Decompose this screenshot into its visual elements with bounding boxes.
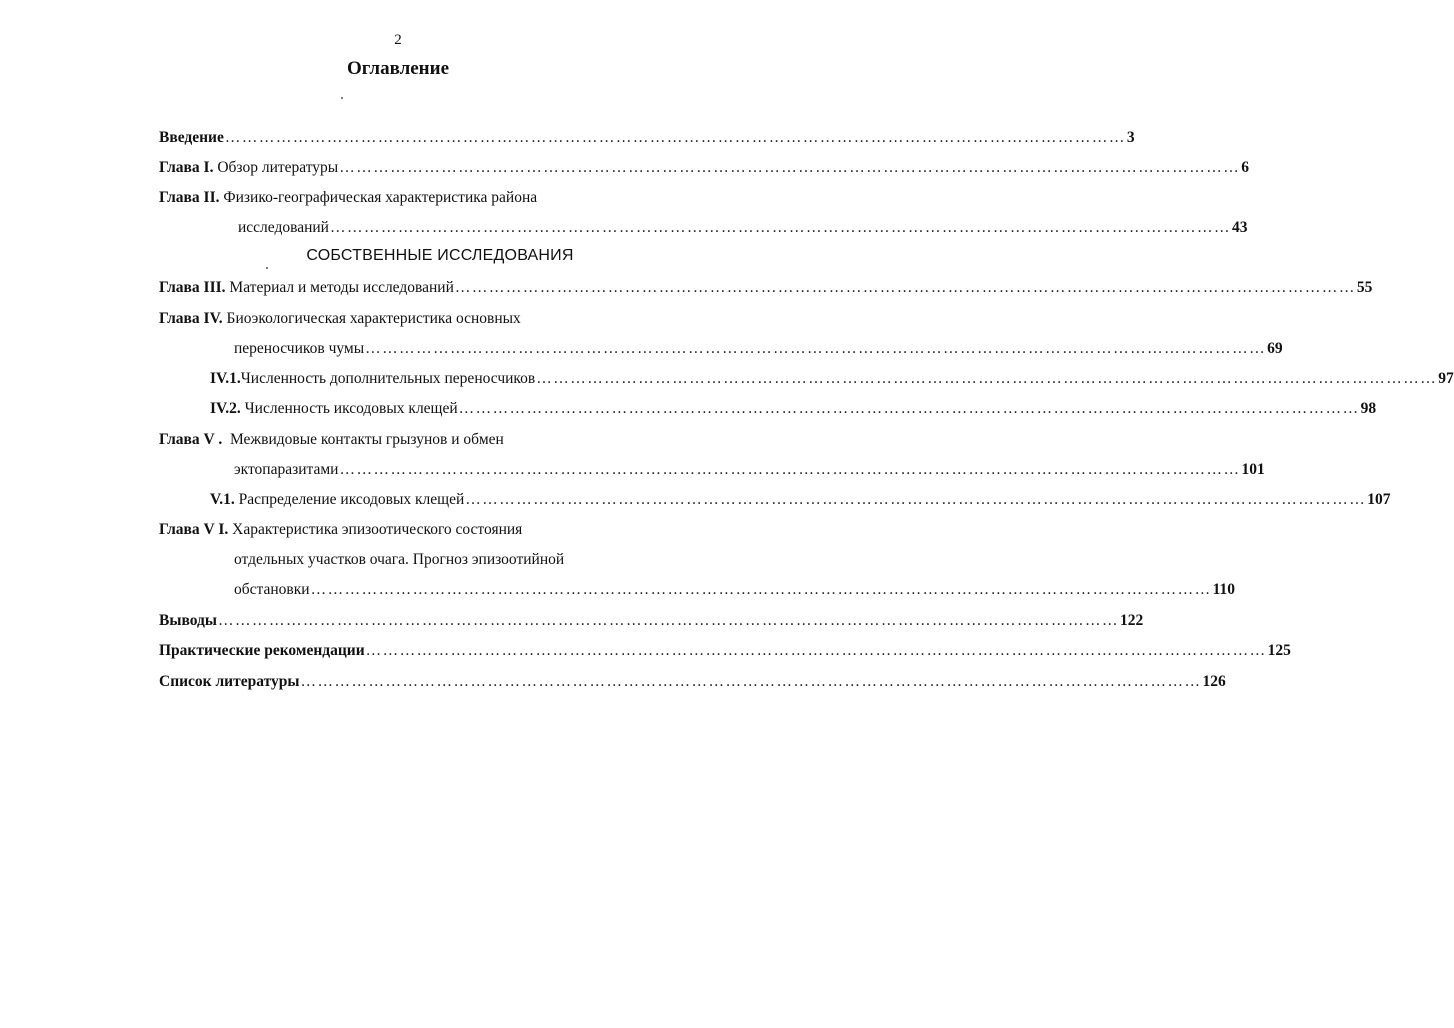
toc-entry-section-4-2[interactable] <box>210 399 1377 419</box>
toc-text <box>210 399 458 419</box>
toc-label: Практические рекомендации <box>159 642 365 659</box>
toc-prefix: Глава III. <box>159 279 226 296</box>
toc-entry-intro[interactable] <box>159 128 1135 148</box>
toc-entry-chapter-2[interactable] <box>238 218 1248 238</box>
toc-title: обстановки <box>234 581 310 598</box>
toc-entry-section-5-1[interactable] <box>210 490 1391 510</box>
toc-entry-chapter-6-line2[interactable] <box>234 550 564 570</box>
toc-prefix: Глава I. <box>159 159 214 176</box>
toc-page: 69 <box>1267 340 1283 357</box>
toc-leader: …………………………………………………………………………………………………………………………………………… <box>454 279 1356 296</box>
toc-leader: …………………………………………………………………………………………………………………………………………… <box>329 219 1231 236</box>
toc-title: Материал и методы исследований <box>229 279 454 296</box>
toc-entry-conclusions[interactable] <box>159 611 1144 631</box>
toc-text <box>159 278 454 298</box>
toc-title: Биоэкологическая характеристика основных <box>226 310 521 327</box>
toc-prefix: Глава V I. <box>159 521 229 538</box>
toc-page: 43 <box>1231 219 1248 236</box>
toc-entry-recommendations[interactable] <box>159 641 1291 661</box>
toc-page: 97 <box>1438 370 1454 387</box>
toc-leader: …………………………………………………………………………………………………………………………………………… <box>300 673 1202 690</box>
toc-prefix: Глава IV. <box>159 310 223 327</box>
toc-leader: …………………………………………………………………………………………………………………………………………… <box>339 461 1241 478</box>
toc-page: 3 <box>1126 129 1135 146</box>
toc-prefix: IV.1. <box>210 370 241 387</box>
page-title: Оглавление <box>346 58 450 79</box>
toc-entry-chapter-2-line1[interactable] <box>159 188 537 208</box>
toc-label: Введение <box>159 129 224 146</box>
toc-entry-chapter-5[interactable] <box>234 460 1265 480</box>
toc-title: Характеристика эпизоотического состояния <box>232 521 523 538</box>
toc-leader: …………………………………………………………………………………………………………………………………………… <box>365 642 1267 659</box>
toc-page: 122 <box>1119 612 1144 629</box>
toc-entry-chapter-1[interactable] <box>159 158 1249 178</box>
toc-title: переносчиков чумы <box>234 340 365 357</box>
toc-entry-chapter-4-line1[interactable] <box>159 309 521 329</box>
toc-label: Список литературы <box>159 673 300 690</box>
toc-leader: …………………………………………………………………………………………………………………………………………… <box>339 159 1241 176</box>
toc-prefix: Глава V . <box>159 431 223 448</box>
toc-page: 101 <box>1241 461 1265 478</box>
toc-title: Распределение иксодовых клещей <box>238 491 465 508</box>
toc-page: 125 <box>1267 642 1291 659</box>
toc-page: 55 <box>1356 279 1373 296</box>
toc-entry-chapter-5-line1[interactable] <box>159 430 504 450</box>
toc-title: эктопаразитами <box>234 461 339 478</box>
toc-page: 107 <box>1367 491 1391 508</box>
toc-title: исследований <box>238 219 329 236</box>
toc-page: 6 <box>1241 159 1249 176</box>
toc-leader: …………………………………………………………………………………………………………………………………………… <box>365 340 1267 357</box>
scan-speck <box>266 267 268 269</box>
toc-title: Обзор литературы <box>217 159 339 176</box>
toc-page: 110 <box>1212 581 1235 598</box>
toc-text <box>210 369 535 389</box>
toc-title: Межвидовые контакты грызунов и обмен <box>229 431 504 448</box>
toc-title: отдельных участков очага. Прогноз эпизоотийной <box>234 551 565 568</box>
toc-leader: …………………………………………………………………………………………………………………………………………… <box>310 581 1212 598</box>
toc-title: Численность иксодовых клещей <box>244 400 458 417</box>
toc-entry-chapter-3[interactable] <box>159 278 1373 298</box>
toc-label: Выводы <box>159 612 217 629</box>
toc-prefix: IV.2. <box>210 400 241 417</box>
toc-prefix: V.1. <box>210 491 235 508</box>
scan-speck <box>341 97 343 99</box>
toc-title: Физико-географическая характеристика района <box>223 189 538 206</box>
toc-entry-chapter-6[interactable] <box>234 580 1235 600</box>
page-number: 2 <box>394 32 402 48</box>
toc-title: Численность дополнительных переносчиков <box>240 370 536 387</box>
toc-page: 98 <box>1360 400 1377 417</box>
toc-prefix: Глава II. <box>159 189 220 206</box>
toc-entry-section-4-1[interactable] <box>210 369 1454 389</box>
toc-leader: …………………………………………………………………………………………………………………………………………… <box>458 400 1360 417</box>
toc-leader: …………………………………………………………………………………………………………………………………………… <box>465 491 1367 508</box>
toc-text <box>210 490 464 510</box>
toc-leader: …………………………………………………………………………………………………………………………………………… <box>217 612 1119 629</box>
toc-entry-chapter-6-line1[interactable] <box>159 520 522 540</box>
toc-leader: …………………………………………………………………………………………………………………………………………… <box>224 129 1126 146</box>
toc-text <box>159 158 338 178</box>
toc-leader: …………………………………………………………………………………………………………………………………………… <box>536 370 1438 387</box>
section-heading: СОБСТВЕННЫЕ ИССЛЕДОВАНИЯ <box>306 247 574 264</box>
toc-entry-chapter-4[interactable] <box>234 339 1283 359</box>
toc-page: 126 <box>1202 673 1226 690</box>
toc-entry-references[interactable] <box>159 672 1226 692</box>
